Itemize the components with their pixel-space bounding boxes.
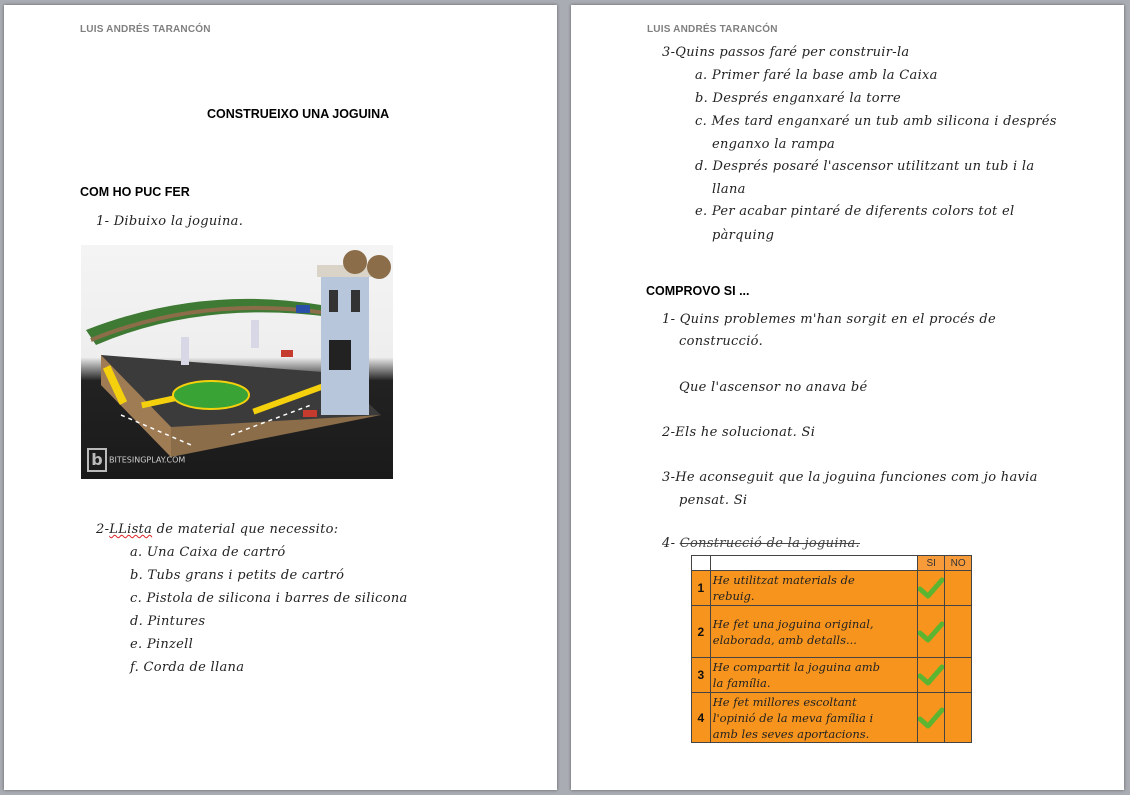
material-item: c. Pistola de silicona i barres de silicona xyxy=(130,591,408,606)
step-item-continued: enganxo la rampa xyxy=(712,137,836,152)
watermark-logo: b xyxy=(87,448,107,472)
section-heading: COM HO PUC FER xyxy=(80,185,190,199)
table-header-empty xyxy=(692,556,711,571)
document-page-left xyxy=(4,5,557,790)
answer-1-text: Que l'ascensor no anava bé xyxy=(679,380,868,395)
table-row xyxy=(692,571,972,606)
step-2-prefix: 2- xyxy=(96,522,110,537)
criterion-line: l'opinió de la meva família i xyxy=(712,710,874,725)
criterion-line: la família. xyxy=(712,676,771,690)
column-header-si: SI xyxy=(918,556,945,571)
si-cell xyxy=(918,606,945,658)
step-item-continued: pàrquing xyxy=(712,228,775,243)
step-2-misspelled-word: LLista xyxy=(109,522,153,537)
no-cell xyxy=(945,571,972,606)
checkmark-icon xyxy=(918,707,944,729)
material-item: d. Pintures xyxy=(130,614,206,629)
si-cell xyxy=(918,571,945,606)
row-criterion xyxy=(710,571,917,606)
row-number: 2 xyxy=(692,606,711,658)
photo-watermark xyxy=(87,448,185,472)
row-number: 4 xyxy=(692,693,711,743)
checkmark-icon xyxy=(918,577,944,599)
toy-photo xyxy=(81,245,393,479)
criterion-line: He fet millores escoltant xyxy=(712,694,857,709)
si-cell xyxy=(918,658,945,693)
row-criterion xyxy=(710,606,917,658)
no-cell xyxy=(945,606,972,658)
page-title: CONSTRUEIXO UNA JOGUINA xyxy=(207,107,390,121)
question-4-prefix: 4- xyxy=(662,536,676,551)
section-heading: COMPROVO SI ... xyxy=(646,284,750,298)
criterion-line: elaborada, amb detalls... xyxy=(712,632,857,647)
step-item: b. Després enganxaré la torre xyxy=(695,91,901,106)
table-header-empty xyxy=(710,556,917,571)
toy-illustration xyxy=(81,245,393,479)
table-row xyxy=(692,658,972,693)
question-3-text: 3-He aconseguit que la joguina funciones com jo havia xyxy=(662,470,1038,485)
checkmark-icon xyxy=(918,664,944,686)
question-1-continued: construcció. xyxy=(679,334,764,349)
row-number: 3 xyxy=(692,658,711,693)
question-2-text: 2-Els he solucionat. Si xyxy=(662,425,816,440)
page-header: LUIS ANDRÉS TARANCÓN xyxy=(80,24,211,35)
step-2-text xyxy=(96,522,338,537)
question-4-label: Construcció de la joguina. xyxy=(679,536,860,551)
table-row xyxy=(692,693,972,743)
material-item: a. Una Caixa de cartró xyxy=(130,545,286,560)
step-3-text: 3-Quins passos faré per construir-la xyxy=(662,45,910,60)
criterion-line: He utilitzat materials de xyxy=(712,573,855,587)
no-cell xyxy=(945,658,972,693)
row-number: 1 xyxy=(692,571,711,606)
table-header-row xyxy=(692,556,972,571)
question-4-text xyxy=(662,536,860,551)
document-page-right xyxy=(571,5,1124,790)
row-criterion xyxy=(710,658,917,693)
question-1-text: 1- Quins problemes m'han sorgit en el procés de xyxy=(662,312,997,327)
row-criterion xyxy=(710,693,917,743)
criterion-line: He fet una joguina original, xyxy=(712,616,874,631)
criterion-line: He compartit la joguina amb xyxy=(712,660,880,674)
si-cell xyxy=(918,693,945,743)
page-header: LUIS ANDRÉS TARANCÓN xyxy=(647,24,778,35)
question-3-continued: pensat. Si xyxy=(679,493,748,508)
step-2-rest: de material que necessito: xyxy=(152,522,339,537)
no-cell xyxy=(945,693,972,743)
step-item: a. Primer faré la base amb la Caixa xyxy=(695,68,938,83)
criterion-line: rebuig. xyxy=(712,589,755,603)
self-assessment-table xyxy=(691,555,972,743)
material-item: e. Pinzell xyxy=(130,637,194,652)
step-item-continued: llana xyxy=(712,182,746,197)
column-header-no: NO xyxy=(945,556,972,571)
criterion-line: amb les seves aportacions. xyxy=(712,726,870,741)
step-1-text: 1- Dibuixo la joguina. xyxy=(96,214,244,229)
step-item: d. Després posaré l'ascensor utilitzant un tub i la xyxy=(695,159,1035,174)
step-item: e. Per acabar pintaré de diferents colors tot el xyxy=(695,204,1015,219)
table-row xyxy=(692,606,972,658)
material-item: b. Tubs grans i petits de cartró xyxy=(130,568,345,583)
checkmark-icon xyxy=(918,621,944,643)
step-item: c. Mes tard enganxaré un tub amb silicona i després xyxy=(695,114,1057,129)
material-item: f. Corda de llana xyxy=(130,660,245,675)
watermark-text: BITESINGPLAY.COM xyxy=(109,455,186,465)
